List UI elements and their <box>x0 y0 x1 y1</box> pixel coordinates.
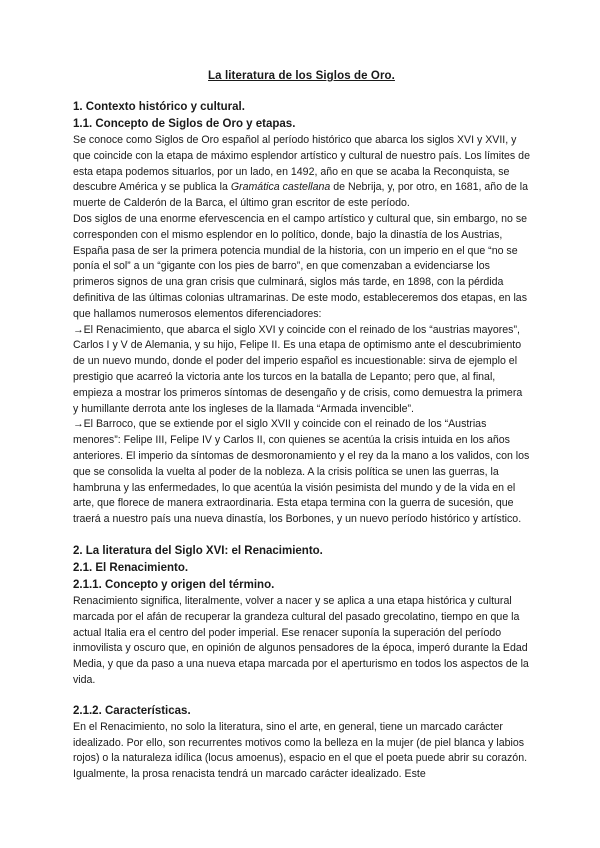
paragraph-renacimiento-etapa: →El Renacimiento, que abarca el siglo XVI y coincide con el reinado de los “austrias mayores”, Carlos I y V de Alemania, y su hijo, Felipe II. Es una etapa de optimismo ante el descubrimiento de un nuevo mundo, donde el poder del imperio español es incuestionable: sirva de ejemplo el prestigio que acarreó la victoria ante los turcos en la batalla de Lepanto; pero que, al final, empieza a mostrar los primeros síntomas de desengaño y de crisis, como demuestra la primera y humillante derrota ante los ingleses de la llamada “Armada invencible”. <box>73 323 523 415</box>
book-title-italic: Gramática castellana <box>230 181 331 194</box>
document-title: La literatura de los Siglos de Oro. <box>208 70 395 82</box>
section-1-1-heading: 1.1. Concepto de Siglos de Oro y etapas. <box>73 118 296 130</box>
paragraph-renacimiento-concepto: Renacimiento significa, literalmente, volver a nacer y se aplica a una etapa histórica y cultural marcada por el afán de recuperar la grandeza cultural del pasado grecolatino, tiempo en que la actual Italia era el centro del poder imperial. Ese renacer suponía la superación del período inmovilista y oscuro que, en opinión de algunos pensadores de la época, imperó durante la Edad Media, y que da paso a una nueva etapa marcada por el aperturismo en todos los aspectos de la vida. <box>73 594 529 686</box>
section-2-heading: 2. La literatura del Siglo XVI: el Renacimiento. <box>73 544 323 557</box>
section-2-1-heading: 2.1. El Renacimiento. <box>73 561 189 574</box>
section-2-1-2-heading: 2.1.2. Características. <box>73 704 191 717</box>
section-2-1-1-heading: 2.1.1. Concepto y origen del término. <box>73 578 275 591</box>
paragraph-caracteristicas: En el Renacimiento, no solo la literatura, sino el arte, en general, tiene un marcado carácter idealizado. Por ello, son recurrentes motivos como la belleza en la mujer (de piel blanca y labios rojos) o la naturaleza idílica (locus amoenus), espacio en el que el poeta puede abrir su corazón. Igualmente, la prosa renacista tendrá un marcado carácter idealizado. Este <box>73 720 528 781</box>
paragraph-text: Se conoce como Siglos de Oro español al período histórico que abarca los siglos XVI y XVII, y que coincide con la etapa de máximo esplendor artístico y cultural de nuestro país. Los límites de esta etapa podemos situarlos, por un lado, en 1492, año en que se acaba la Reconquista, se descubre América y se publica la <box>73 134 530 194</box>
section-1-heading: 1. Contexto histórico y cultural. <box>73 101 245 113</box>
paragraph-barroco-etapa: →El Barroco, que se extiende por el siglo XVII y coincide con el reinado de los “Austrias menores”: Felipe III, Felipe IV y Carlos II, con quienes se acentúa la crisis intuida en los años anteriores. El imperio da síntomas de desmoronamiento y el rey da la mano a los validos, con los que se consolida la vuelta al poder de la nobleza. A la crisis política se unen las guerras, la hambruna y las enfermedades, lo que acentúa la visión pesimista del mundo y de la vida en el arte, que florece de manera extraordinaria. Esta etapa termina con la guerra de sucesión, que traerá a nuestro país una nueva dinastía, los Borbones, y un nuevo período histórico y artístico. <box>73 418 530 526</box>
paragraph-siglos-de-oro <box>73 133 530 212</box>
paragraph-text: de Nebrija, y, por otro, en 1681, año de la muerte de Calderón de la Barca, el último gran escritor de este período. <box>73 181 529 210</box>
paragraph-dos-siglos: Dos siglos de una enorme efervescencia en el campo artístico y cultural que, sin embargo, no se corresponden con el mismo esplendor en lo político, donde, bajo la dinastía de los Austrias, España pasa de ser la primera potencia mundial de la historia, con un imperio en el que “no se ponía el sol” a un “gigante con los pies de barro”, en que comenzaban a evidenciarse los primeros signos de una gran crisis que culminará, siglos más tarde, en 1898, con la pérdida definitiva de las últimas colonias ultramarinas. De este modo, estableceremos dos etapas, en las que hallamos numerosos elementos diferenciadores: <box>73 212 528 320</box>
